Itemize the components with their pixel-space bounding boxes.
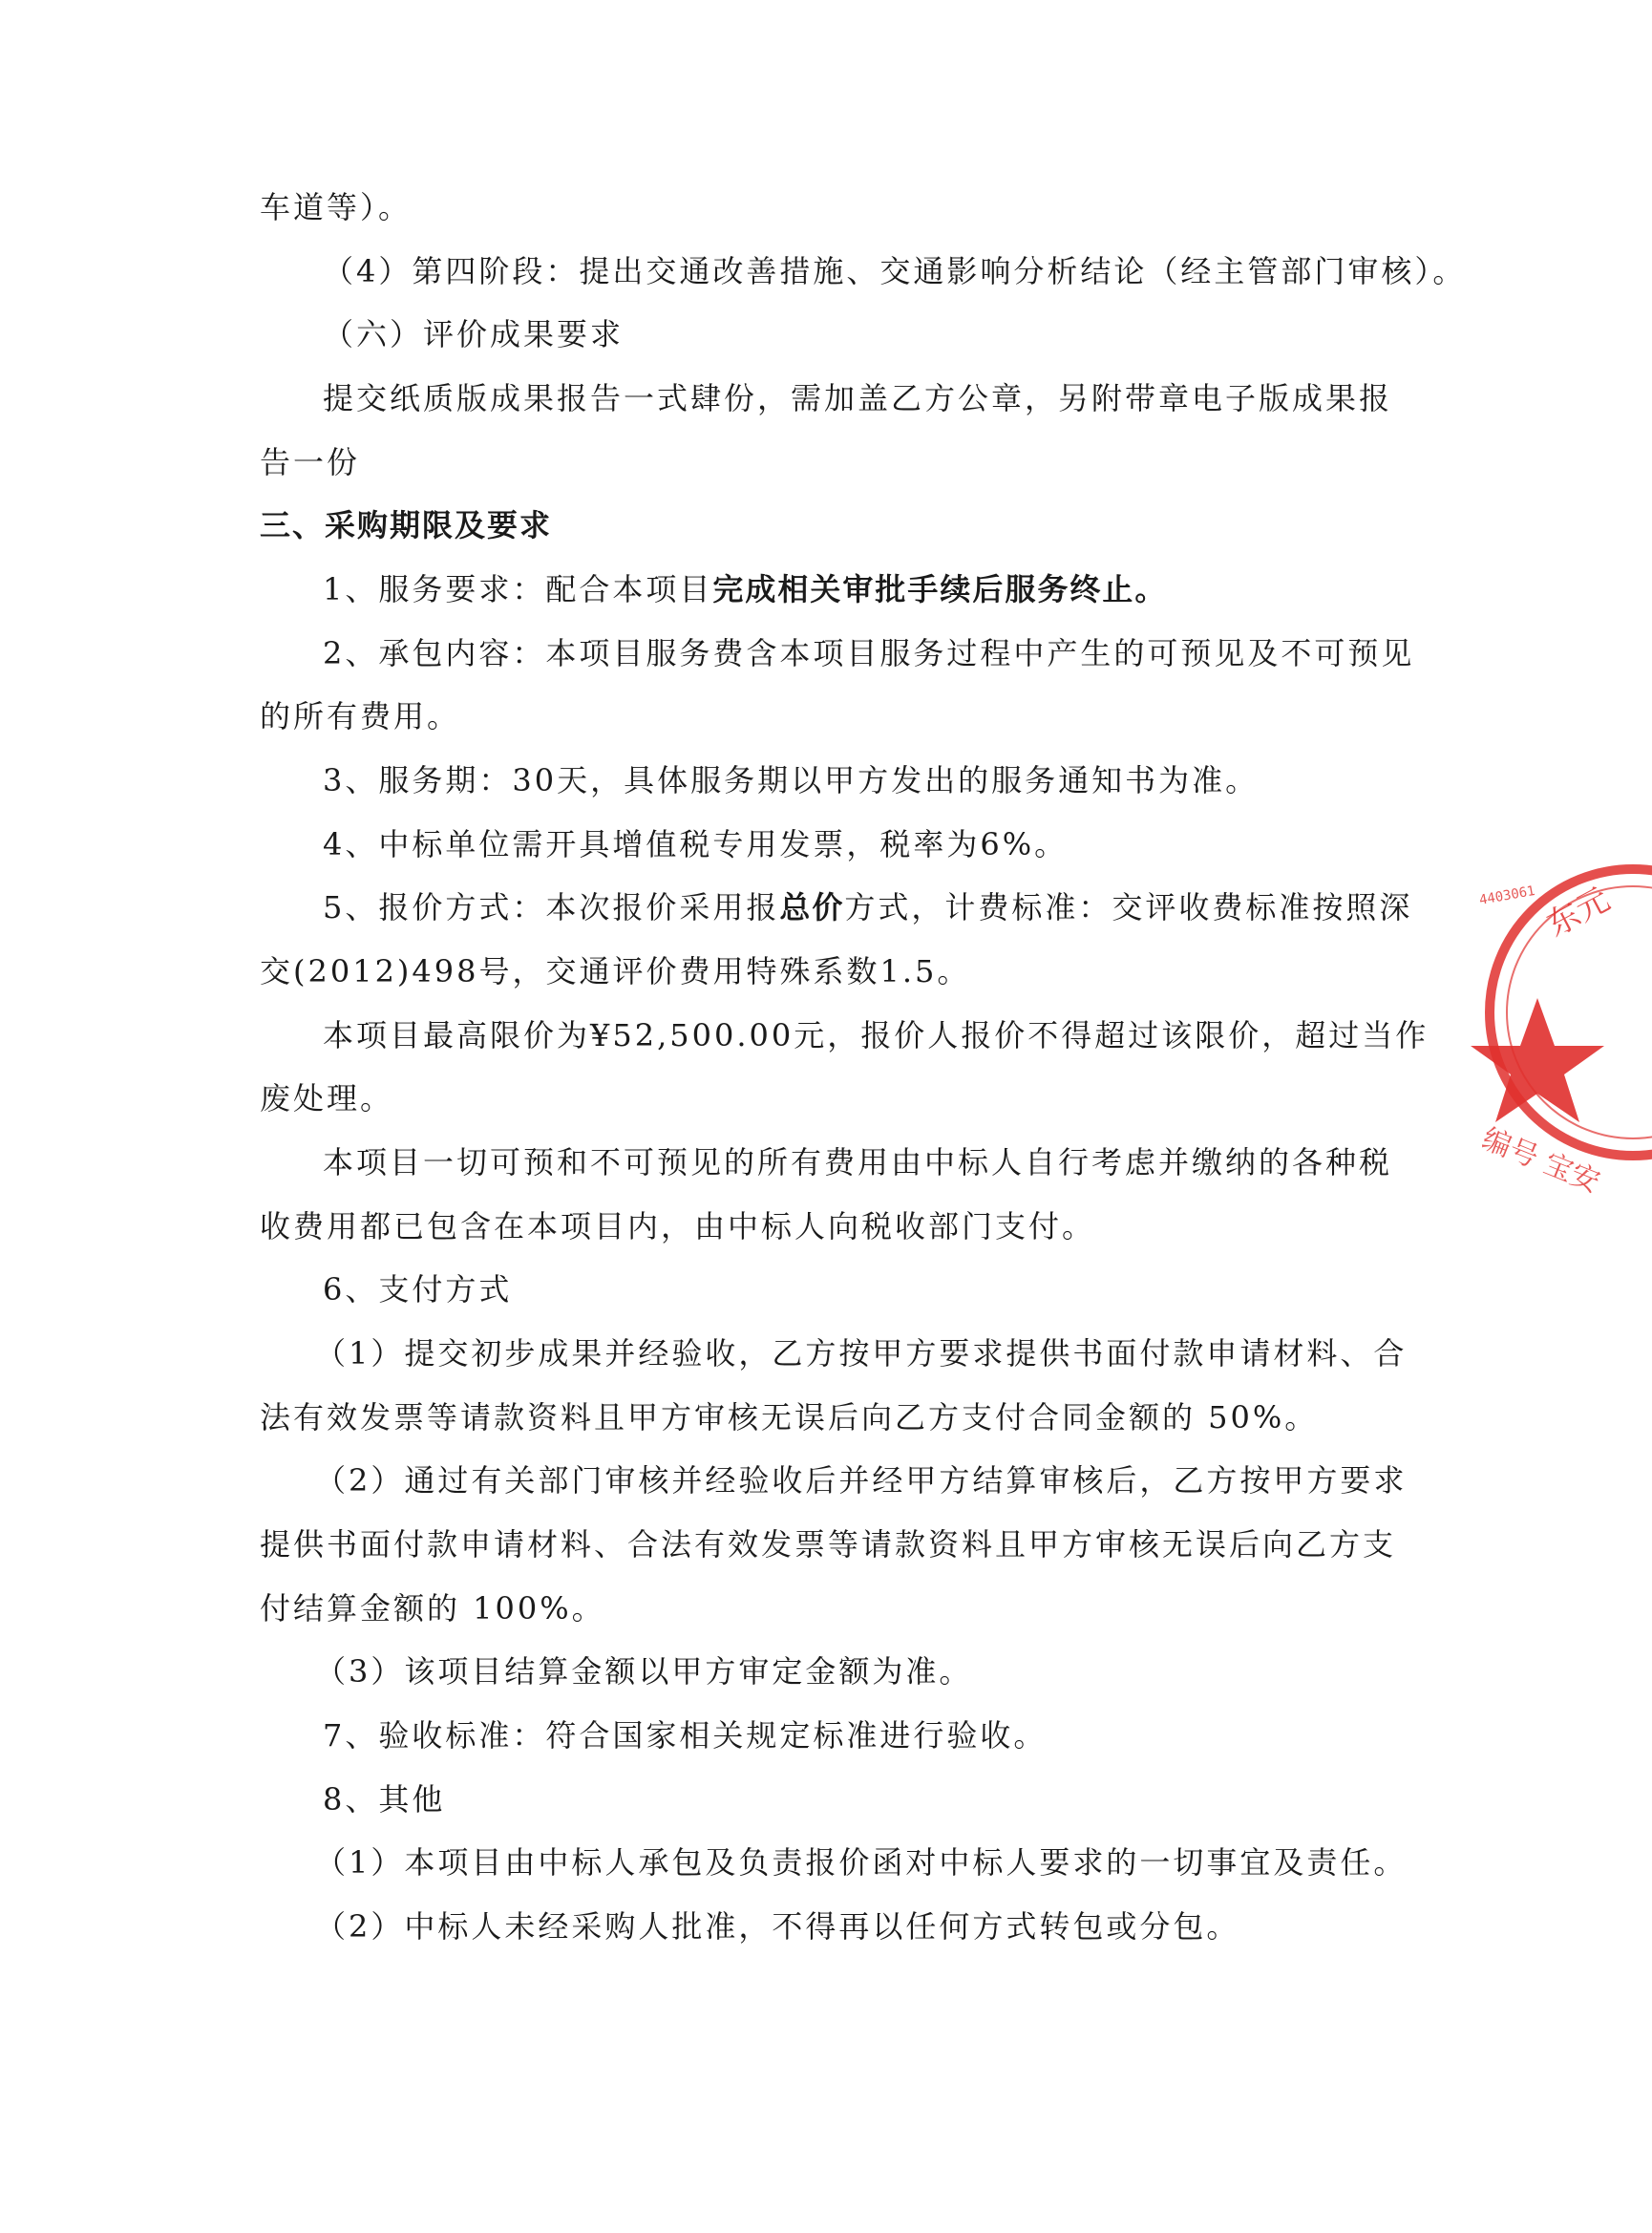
paragraph-line: 2、承包内容：本项目服务费含本项目服务过程中产生的可预见及不可预见 — [323, 635, 1415, 671]
paragraph-line: 本项目最高限价为¥52,500.00元，报价人报价不得超过该限价，超过当作 — [323, 1017, 1430, 1053]
paragraph-line — [323, 886, 1413, 928]
section-heading: 6、支付方式 — [323, 1271, 513, 1308]
seal-text-side: 编号 宝安 — [1477, 1121, 1605, 1200]
paragraph-line: 提供书面付款申请材料、合法有效发票等请款资料且甲方审核无误后向乙方支 — [260, 1526, 1397, 1563]
section-heading: 8、其他 — [323, 1781, 446, 1818]
paragraph-line: （1）本项目由中标人承包及负责报价函对中标人要求的一切事宜及责任。 — [315, 1844, 1408, 1881]
paragraph-line: （1）提交初步成果并经验收，乙方按甲方要求提供书面付款申请材料、合 — [315, 1335, 1408, 1372]
section-heading: （六）评价成果要求 — [323, 316, 625, 352]
paragraph-line: 3、服务期：30天，具体服务期以甲方发出的服务通知书为准。 — [323, 762, 1260, 798]
emphasis-text: 总价 — [779, 889, 845, 925]
paragraph-line: （4）第四阶段：提出交通改善措施、交通影响分析结论（经主管部门审核）。 — [323, 253, 1467, 289]
paragraph-line: 的所有费用。 — [260, 698, 461, 734]
seal-text-top: 东元 — [1540, 880, 1617, 945]
paragraph-line: （3）该项目结算金额以甲方审定金额为准。 — [315, 1653, 973, 1690]
paragraph-line: 车道等）。 — [260, 189, 413, 225]
emphasis-text: 完成相关审批手续后服务终止。 — [712, 571, 1168, 607]
paragraph-line: 4、中标单位需开具增值税专用发票，税率为6%。 — [323, 826, 1069, 862]
paragraph-line: （2）通过有关部门审核并经验收后并经甲方结算审核后，乙方按甲方要求 — [315, 1462, 1408, 1499]
paragraph-line — [323, 568, 1348, 610]
paragraph-line: 法有效发票等请款资料且甲方审核无误后向乙方支付合同金额的 50%。 — [260, 1399, 1319, 1436]
paragraph-line: 7、验收标准：符合国家相关规定标准进行验收。 — [323, 1717, 1048, 1754]
official-seal-stamp — [1442, 855, 1652, 1200]
paragraph-line: 收费用都已包含在本项目内，由中标人向税收部门支付。 — [260, 1208, 1096, 1244]
seal-digits: 4403061 — [1477, 883, 1536, 908]
paragraph-line: 废处理。 — [260, 1080, 394, 1116]
paragraph-line: 付结算金额的 100%。 — [260, 1590, 605, 1627]
paragraph-line: 本项目一切可预和不可预见的所有费用由中标人自行考虑并缴纳的各种税 — [323, 1144, 1393, 1180]
paragraph-line: 告一份 — [260, 444, 361, 480]
section-heading: 三、采购期限及要求 — [260, 507, 553, 543]
paragraph-line: 交(2012)498号，交通评价费用特殊系数1.5。 — [260, 953, 971, 989]
paragraph-line: （2）中标人未经采购人批准，不得再以任何方式转包或分包。 — [315, 1908, 1240, 1945]
text-run: 1、服务要求：配合本项目 — [323, 571, 713, 607]
text-run: 5、报价方式：本次报价采用报 — [323, 889, 780, 925]
text-run: 方式，计费标准：交评收费标准按照深 — [844, 889, 1413, 925]
paragraph-line: 提交纸质版成果报告一式肆份，需加盖乙方公章，另附带章电子版成果报 — [323, 380, 1393, 416]
